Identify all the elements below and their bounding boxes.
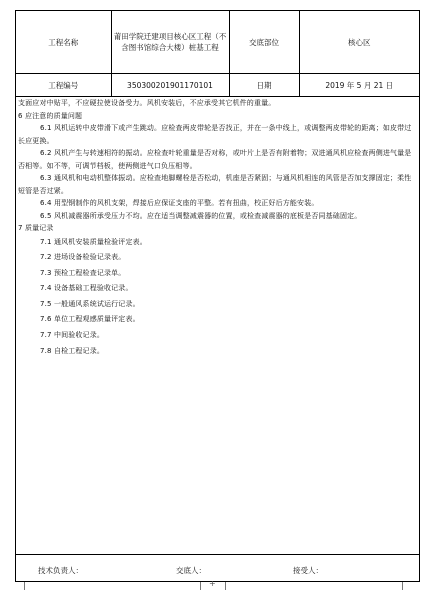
section-heading: 7 质量记录 [18,224,54,232]
tech-lead-label: 技术负责人： [38,566,83,575]
record-item: 7.1 通风机安装质量检验评定表。 [40,237,147,246]
project-name-value: 莆田学院迁建项目核心区工程（不含图书馆综合大楼）桩基工程 [111,11,229,74]
body-paragraph: 6.4 用型钢制作的风机支架，焊接后应保证支座的平整。若有扭曲，校正好后方能安装。 [40,199,319,207]
margin-tick [402,582,403,590]
body-paragraph: 6.3 通风机和电动机整体振动。应检查地脚螺栓是否松动，机座是否紧固；与通风机相连的风管是否加支撑固定；柔性短管是否过紧。 [18,174,412,195]
body-line: 支面应对中贴平，不应硬拉使设备受力。风机安装后，不应承受其它机件的重量。 [18,99,276,107]
project-name-label: 工程名称 [16,11,111,74]
handover-dept-label: 交底部位 [229,11,299,74]
date-value: 2019 年 5 月 21 日 [299,74,419,97]
receiver-label: 接受人： [293,566,323,575]
record-item: 7.7 中间验收记录。 [40,331,105,340]
record-item: 7.4 设备基础工程验收记录。 [40,284,133,293]
page-edge-marks [0,579,426,590]
header-row-2 [16,74,419,97]
handover-person-label: 交底人： [176,566,206,575]
record-item: 7.6 单位工程观感质量评定表。 [40,315,140,324]
record-item: 7.8 自检工程记录。 [40,346,105,355]
header-table [16,11,419,97]
handover-dept-value: 核心区 [299,11,419,74]
body-paragraph: 6.1 风机运转中皮带滑下或产生跳动。应检查两皮带轮是否找正，并在一条中线上，或调整两皮带轮的距离；如皮带过长应更换。 [18,124,412,145]
handover-content [18,97,416,359]
body-paragraph: 6.2 风机产生与转速相符的振动。应检查叶轮重量是否对称，或叶片上是否有附着物；双进通风机应检查两侧进气量是否相等。如不等，可调节档板，使两侧进气口负压相等。 [18,149,412,170]
signature-footer [16,554,419,581]
date-label: 日期 [229,74,299,97]
record-item: 7.3 预检工程检查记录单。 [40,268,126,277]
record-item: 7.5 一般通风系统试运行记录。 [40,299,140,308]
plus-icon: + [209,579,216,588]
project-no-label: 工程编号 [16,74,111,97]
record-item: 7.2 进场设备检验记录表。 [40,253,126,262]
page-break-mark [200,579,226,590]
section-heading: 6 应注意的质量问题 [18,111,83,120]
body-paragraph: 6.5 风机减震器所承受压力不均。应在适当调整减震器的位置，或检查减震器的底板是否同基础固定。 [40,211,362,220]
project-no-value: 350300201901170101 [111,74,229,97]
margin-tick [24,582,25,590]
record-list [18,235,416,360]
technical-handover-sheet [15,10,420,582]
header-row-1 [16,11,419,74]
